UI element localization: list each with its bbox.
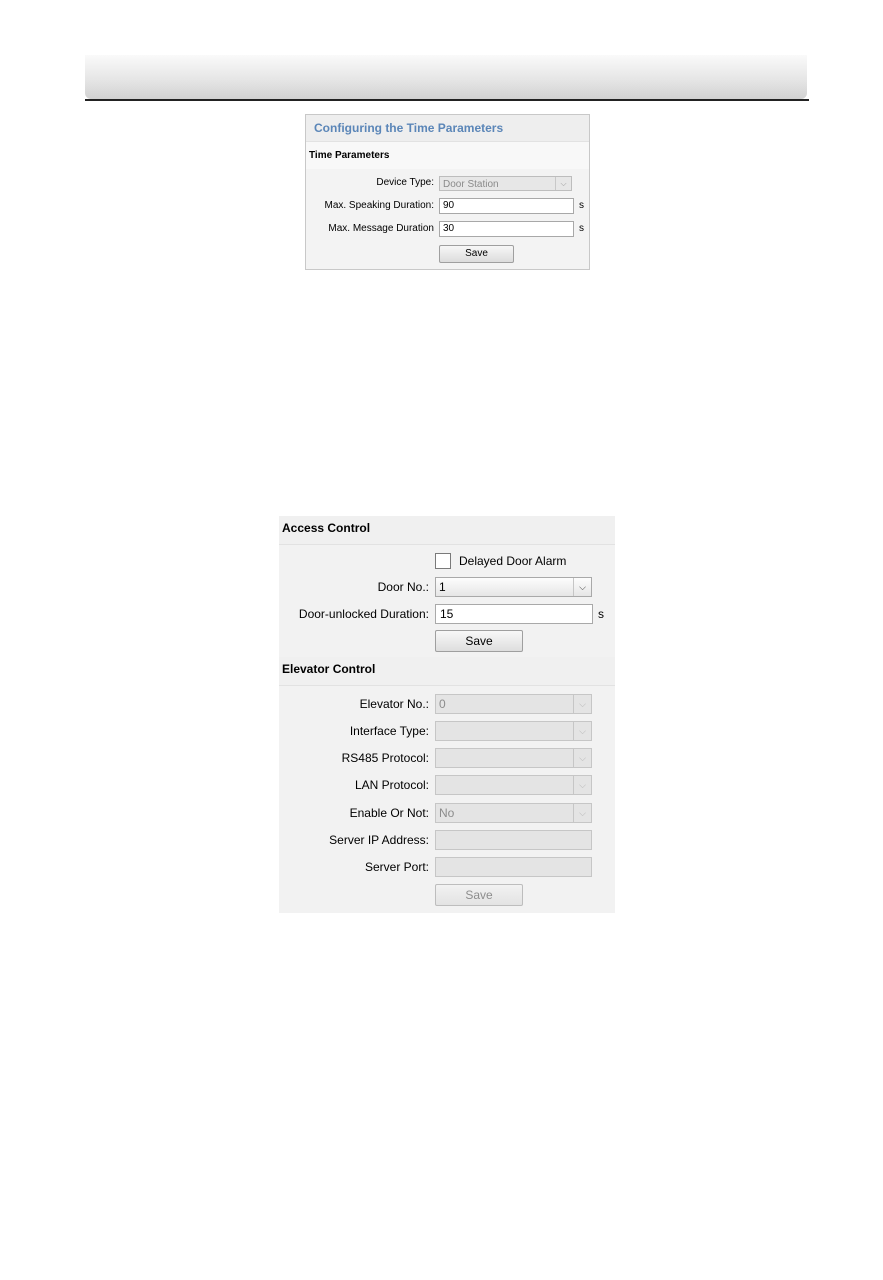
rs485-protocol-label: RS485 Protocol: (341, 751, 429, 765)
interface-type-select[interactable] (435, 721, 592, 741)
section-time-parameters: Time Parameters (306, 142, 589, 169)
delayed-door-alarm-label: Delayed Door Alarm (459, 554, 567, 568)
door-unlocked-duration-input[interactable]: 15 (435, 604, 593, 624)
chevron-down-icon: ⌵ (573, 578, 591, 596)
chevron-down-icon: ⌵ (573, 722, 591, 740)
enable-or-not-select[interactable] (435, 803, 592, 823)
panel-title: Configuring the Time Parameters (306, 115, 589, 142)
lan-protocol-select[interactable] (435, 775, 592, 795)
door-no-label: Door No.: (377, 580, 429, 594)
message-duration-label: Max. Message Duration (328, 223, 434, 234)
rs485-protocol-select[interactable] (435, 748, 592, 768)
delayed-door-alarm-checkbox[interactable] (435, 553, 451, 569)
elevator-no-value: 0 (439, 697, 446, 711)
device-type-value: Door Station (443, 179, 499, 190)
interface-type-label: Interface Type: (349, 724, 429, 738)
section-access-control: Access Control (279, 516, 615, 545)
elevator-no-select[interactable] (435, 694, 592, 714)
time-parameters-body (306, 169, 589, 269)
enable-or-not-label: Enable Or Not: (349, 806, 429, 820)
elevator-no-label: Elevator No.: (359, 697, 429, 711)
chevron-down-icon: ⌵ (573, 804, 591, 822)
speaking-duration-input[interactable]: 90 (439, 198, 574, 214)
speaking-duration-unit: s (579, 200, 584, 211)
device-type-select[interactable] (439, 176, 572, 191)
chevron-down-icon: ⌵ (555, 177, 571, 190)
server-ip-input[interactable] (435, 830, 592, 850)
server-ip-label: Server IP Address: (329, 833, 429, 847)
server-port-input[interactable] (435, 857, 592, 877)
message-duration-input[interactable]: 30 (439, 221, 574, 237)
lan-protocol-label: LAN Protocol: (354, 778, 429, 792)
door-unlocked-duration-unit: s (598, 607, 604, 621)
enable-or-not-value: No (439, 806, 455, 820)
door-no-select[interactable] (435, 577, 592, 597)
elevator-save-button[interactable]: Save (435, 884, 523, 906)
save-button[interactable]: Save (439, 245, 514, 263)
section-elevator-control: Elevator Control (279, 657, 615, 686)
chevron-down-icon: ⌵ (573, 749, 591, 767)
door-no-value: 1 (439, 580, 446, 594)
chevron-down-icon: ⌵ (573, 695, 591, 713)
chevron-down-icon: ⌵ (573, 776, 591, 794)
message-duration-unit: s (579, 223, 584, 234)
time-parameters-panel (305, 114, 590, 270)
access-save-button[interactable]: Save (435, 630, 523, 652)
door-unlocked-duration-label: Door-unlocked Duration: (298, 607, 429, 621)
server-port-label: Server Port: (364, 860, 429, 874)
page-header-bar (85, 55, 807, 99)
device-type-label: Device Type: (376, 177, 434, 188)
speaking-duration-label: Max. Speaking Duration: (324, 200, 434, 211)
access-elevator-panel (279, 516, 615, 913)
header-divider (85, 99, 809, 101)
